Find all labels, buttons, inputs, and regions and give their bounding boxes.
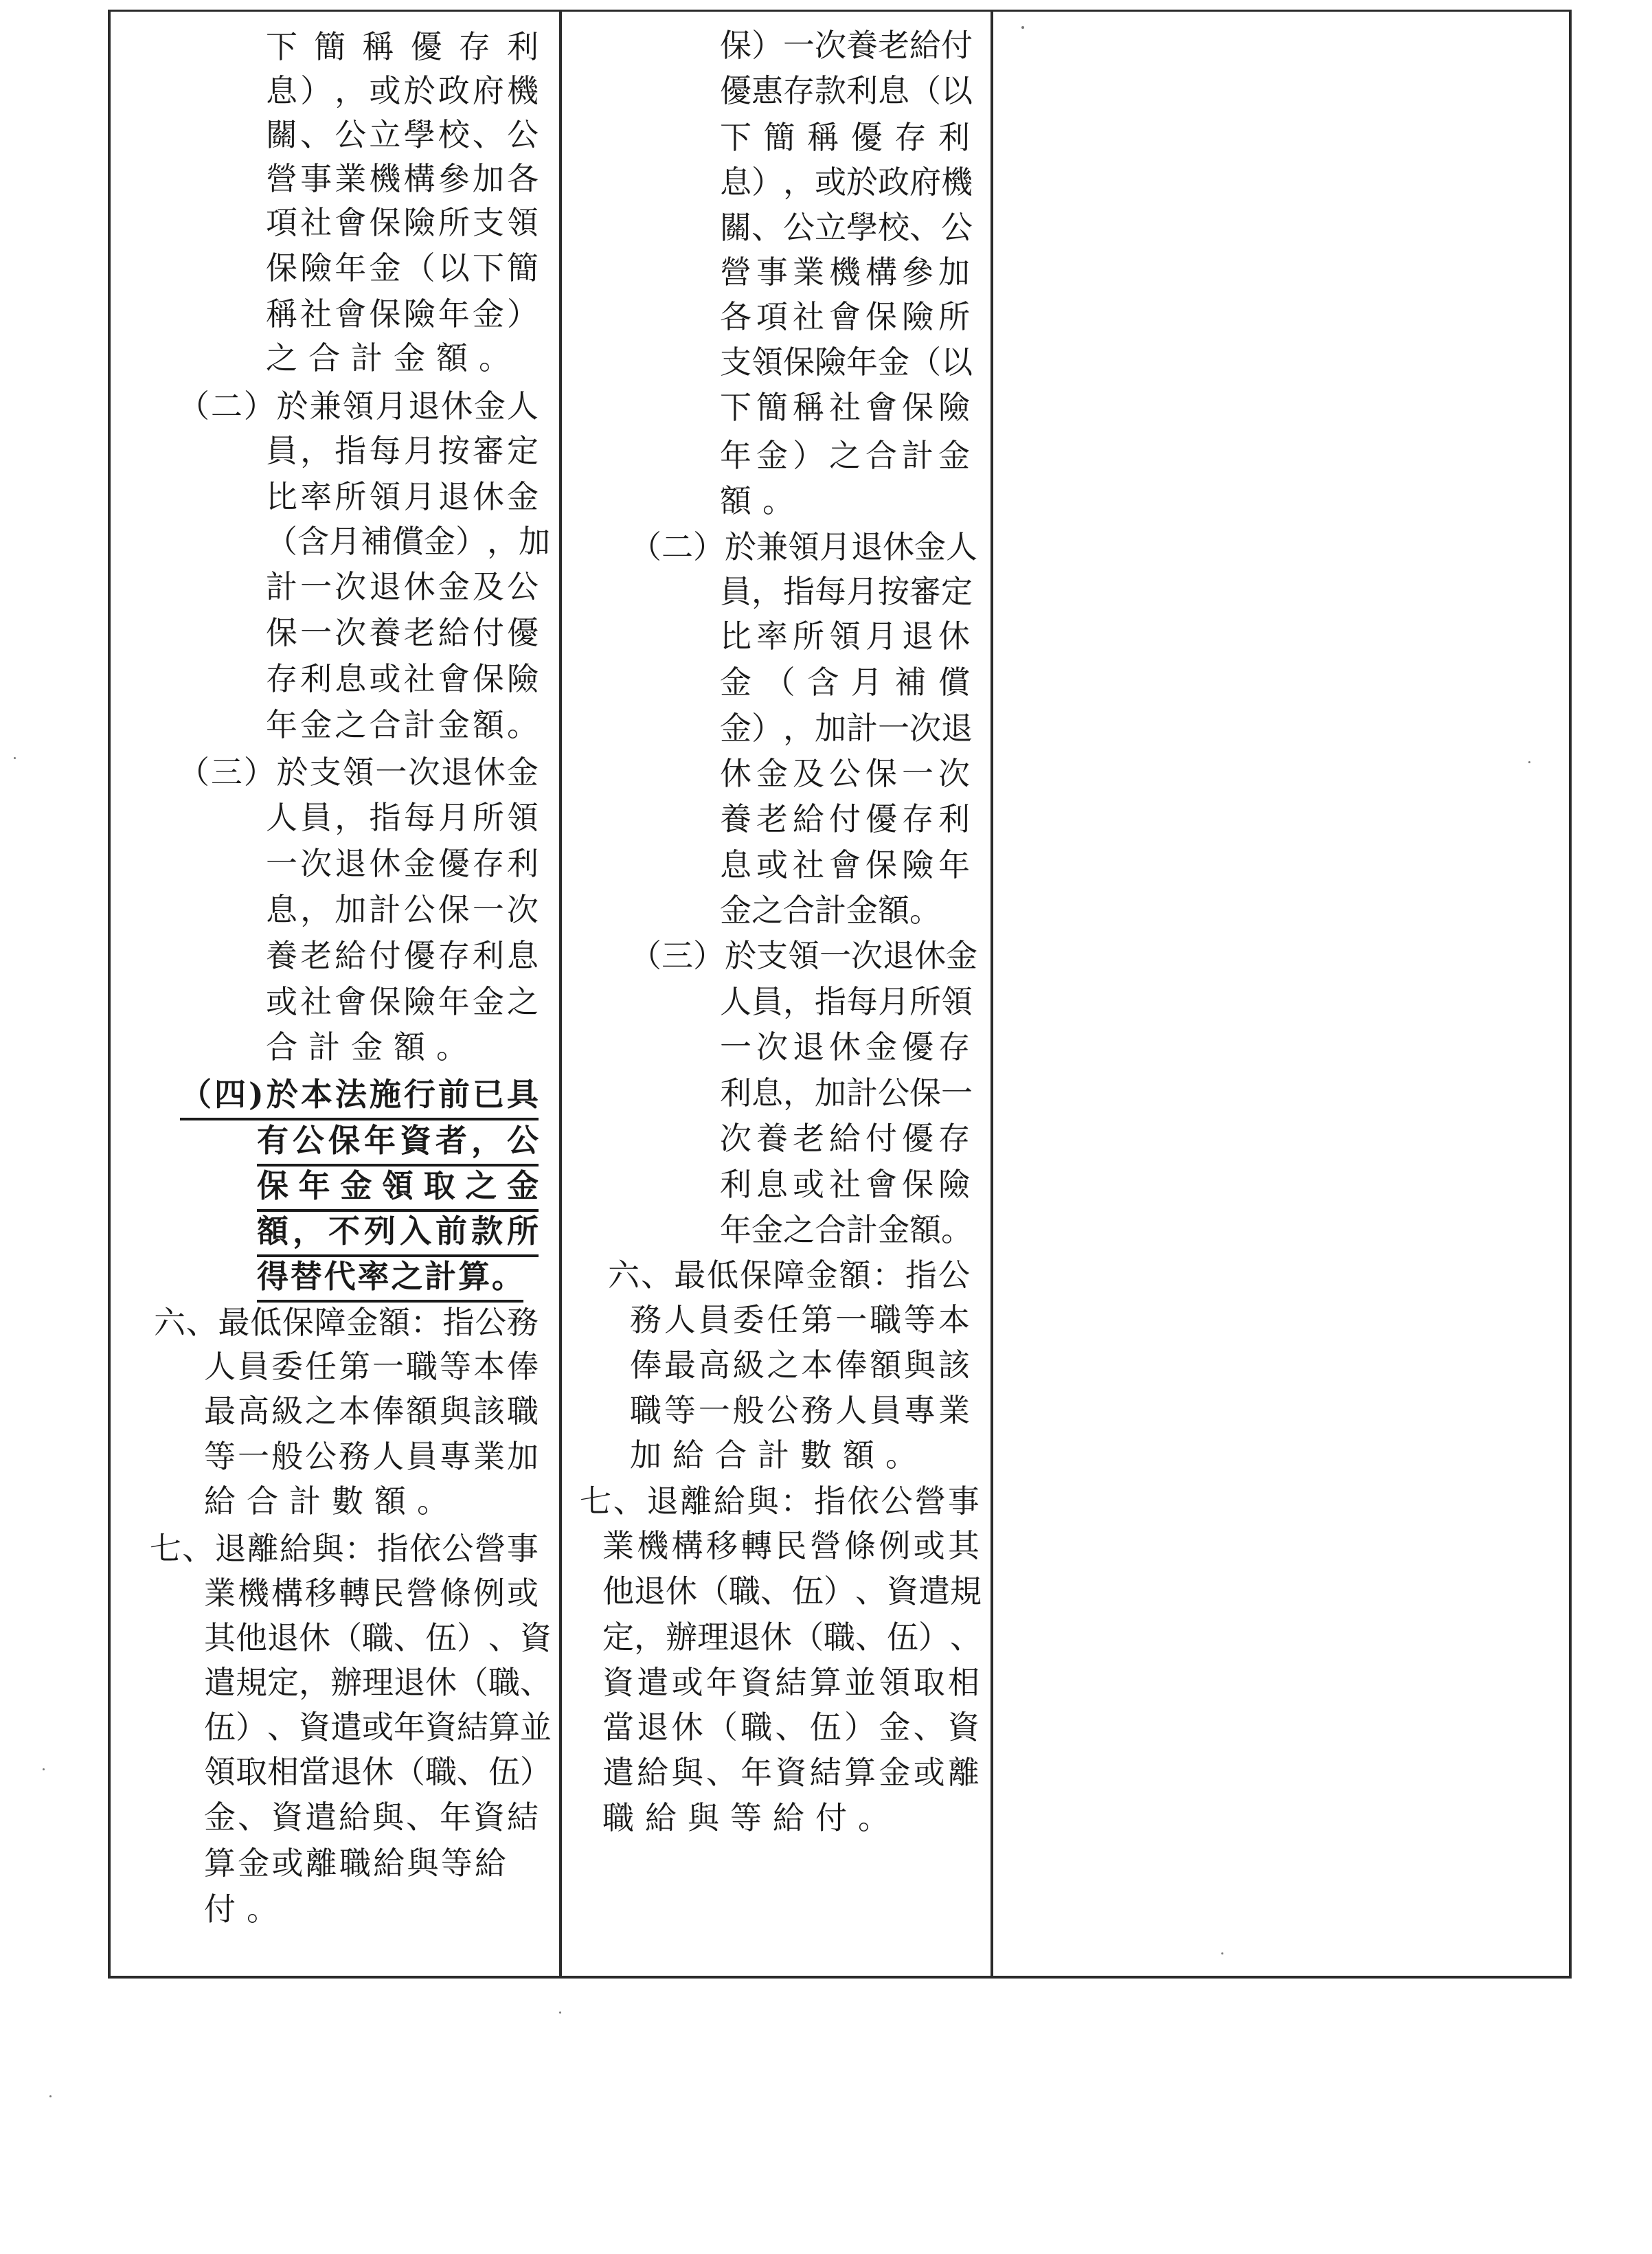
text-line: 人 員 ， 指 每 月 所 領	[720, 983, 973, 1020]
text-line: 息 或 社 會 保 險 年	[720, 846, 970, 883]
text-line: 下 簡 稱 優 存 利	[720, 119, 970, 156]
text-line: 休 金 及 公 保 一 次	[720, 755, 970, 792]
text-line: 年 金 ） 之 合 計 金	[720, 437, 970, 474]
text-line: 金 ） ， 加 計 一 次 退	[720, 710, 973, 747]
text-line: 遣 規 定 ， 辦 理 退 休 （ 職 、	[204, 1664, 552, 1701]
scan-speck	[43, 1768, 45, 1770]
scan-speck	[14, 757, 16, 759]
text-line: 職 等 一 般 公 務 人 員 專 業	[630, 1392, 970, 1429]
amendment-underline	[257, 1209, 539, 1212]
text-line: 關 、 公 立 學 校 、 公	[720, 209, 973, 246]
text-line: （ 二 ） 於 兼 領 月 退 休 金 人	[630, 528, 977, 565]
amendment-underline	[180, 1118, 539, 1120]
text-line: 下 簡 稱 社 會 保 險	[720, 389, 970, 426]
text-line: 營 事 業 機 構 參 加 各	[266, 160, 539, 197]
text-line: 付。	[204, 1891, 289, 1928]
text-line: （ 三 ） 於 支 領 一 次 退 休 金	[630, 937, 977, 974]
text-line: 合計金額。	[266, 1028, 479, 1066]
text-line: 最 高 級 之 本 俸 額 與 該 職	[204, 1393, 539, 1430]
text-line: 金 、 資 遣 給 與 、 年 資 結	[204, 1799, 539, 1836]
scan-speck	[1221, 1952, 1223, 1954]
text-line: 務 人 員 委 任 第 一 職 等 本	[630, 1301, 970, 1338]
text-line: 養 老 給 付 優 存 利 息	[266, 937, 539, 974]
text-line: 等 一 般 公 務 人 員 專 業 加	[204, 1438, 539, 1475]
text-line: 六 、 最 低 保 障 金 額 ： 指 公 務	[154, 1304, 539, 1341]
amendment-underline	[257, 1300, 523, 1303]
text-line: 保 險 年 金 （ 以 下 簡	[266, 249, 539, 286]
text-line: 年 金 之 合 計 金 額 。	[720, 1211, 973, 1248]
text-line: 比 率 所 領 月 退 休	[720, 618, 970, 655]
text-line: 七 、 退 離 給 與 ： 指 依 公 營 事	[150, 1530, 539, 1567]
text-line: 得 替 代 率 之 計 算 。	[257, 1258, 523, 1295]
text-line: 養 老 給 付 優 存 利	[720, 800, 970, 837]
text-line: 年 金 之 合 計 金 額 。	[266, 706, 539, 743]
text-line: 保 年 金 領 取 之 金	[257, 1167, 539, 1204]
text-line: 一 次 退 休 金 優 存 利	[266, 845, 539, 882]
comparison-table	[108, 10, 1572, 1979]
text-line: 比 率 所 領 月 退 休 金	[266, 478, 539, 515]
scan-speck	[1528, 761, 1530, 763]
column-divider-1	[559, 12, 562, 1976]
text-line: 關 、 公 立 學 校 、 公	[266, 116, 539, 153]
text-line: 保 ） 一 次 養 老 給 付	[720, 27, 973, 64]
text-line: 之合計金額。	[266, 339, 521, 376]
text-line: 優 惠 存 款 利 息 （ 以	[720, 72, 973, 109]
text-line: 當 退 休 （ 職 、 伍 ） 金 、 資	[602, 1709, 980, 1746]
text-line: 七 、 退 離 給 與 ： 指 依 公 營 事	[580, 1483, 980, 1520]
scan-speck	[559, 2011, 561, 2014]
text-line: （ 三 ） 於 支 領 一 次 退 休 金	[178, 754, 539, 791]
text-line: 次 養 老 給 付 優 存	[720, 1120, 970, 1157]
text-line: 一 次 退 休 金 優 存	[720, 1028, 970, 1066]
text-line: 保 一 次 養 老 給 付 優	[266, 614, 539, 651]
text-line: 伍 ） 、 資 遣 或 年 資 結 算 並	[204, 1709, 552, 1746]
text-line: （ 二 ） 於 兼 領 月 退 休 金 人	[178, 387, 539, 425]
text-line: 人 員 ， 指 每 月 所 領	[266, 799, 539, 836]
text-line: 支 領 保 險 年 金 （ 以	[720, 343, 973, 381]
text-line: 額 ， 不 列 入 前 款 所	[257, 1213, 539, 1250]
text-line: （ 四 ) 於 本 法 施 行 前 已 具	[180, 1076, 539, 1113]
scan-speck	[1021, 26, 1024, 29]
text-line: 下 簡 稱 優 存 利	[266, 28, 539, 65]
text-line: 加給合計數額。	[630, 1436, 928, 1474]
text-line: 額。	[720, 482, 805, 519]
text-line: 息 ） ， 或 於 政 府 機	[720, 164, 973, 201]
text-line: 計 一 次 退 休 金 及 公	[266, 568, 539, 605]
text-line: 人 員 委 任 第 一 職 等 本 俸	[204, 1348, 539, 1385]
text-line: 定 ， 辦 理 退 休 （ 職 、 伍 ） 、	[602, 1619, 982, 1656]
text-line: 員 ， 指 每 月 按 審 定	[266, 432, 539, 469]
text-line: 業 機 構 移 轉 民 營 條 例 或 其	[602, 1527, 980, 1564]
text-line: 利 息 ， 加 計 公 保 一	[720, 1074, 973, 1112]
text-line: 六 、 最 低 保 障 金 額 ： 指 公	[608, 1256, 970, 1294]
scan-speck	[49, 2095, 52, 2097]
text-line: 金 （ 含 月 補 償	[720, 664, 970, 701]
text-line: 資 遣 或 年 資 結 算 並 領 取 相	[602, 1664, 980, 1701]
text-line: 給合計數額。	[204, 1483, 460, 1520]
amendment-underline	[257, 1164, 539, 1167]
text-line: 有 公 保 年 資 者 ， 公	[257, 1122, 539, 1159]
text-line: 他 退 休 （ 職 、 伍 ） 、 資 遣 規	[602, 1573, 982, 1610]
text-line: 金 之 合 計 金 額 。	[720, 892, 941, 929]
text-line: 員 ， 指 每 月 按 審 定	[720, 573, 973, 610]
text-line: 營 事 業 機 構 參 加	[720, 253, 970, 291]
text-line: 存 利 息 或 社 會 保 險	[266, 660, 539, 697]
text-line: 稱 社 會 保 險 年 金 ）	[266, 295, 539, 333]
text-line: 其 他 退 休 （ 職 、 伍 ） 、 資	[204, 1619, 552, 1656]
text-line: 領 取 相 當 退 休 （ 職 、 伍 ）	[204, 1753, 552, 1790]
text-line: 遣 給 與 、 年 資 結 算 金 或 離	[602, 1754, 980, 1791]
text-line: 俸 最 高 級 之 本 俸 額 與 該	[630, 1346, 970, 1384]
text-line: 或 社 會 保 險 年 金 之	[266, 983, 539, 1020]
column-divider-2	[991, 12, 993, 1976]
text-line: 職給與等給付。	[602, 1799, 901, 1836]
text-line: 息 ， 加 計 公 保 一 次	[266, 891, 539, 928]
text-line: 各 項 社 會 保 險 所	[720, 298, 970, 335]
text-line: 算 金 或 離 職 給 與 等 給	[204, 1845, 506, 1882]
amendment-underline	[257, 1254, 539, 1257]
text-line: 業 機 構 移 轉 民 營 條 例 或	[204, 1575, 539, 1612]
text-line: （ 含 月 補 償 金 ） ， 加	[266, 523, 550, 560]
text-line: 利 息 或 社 會 保 險	[720, 1166, 970, 1203]
text-line: 項 社 會 保 險 所 支 領	[266, 204, 539, 241]
text-line: 息 ） ， 或 於 政 府 機	[266, 72, 539, 109]
